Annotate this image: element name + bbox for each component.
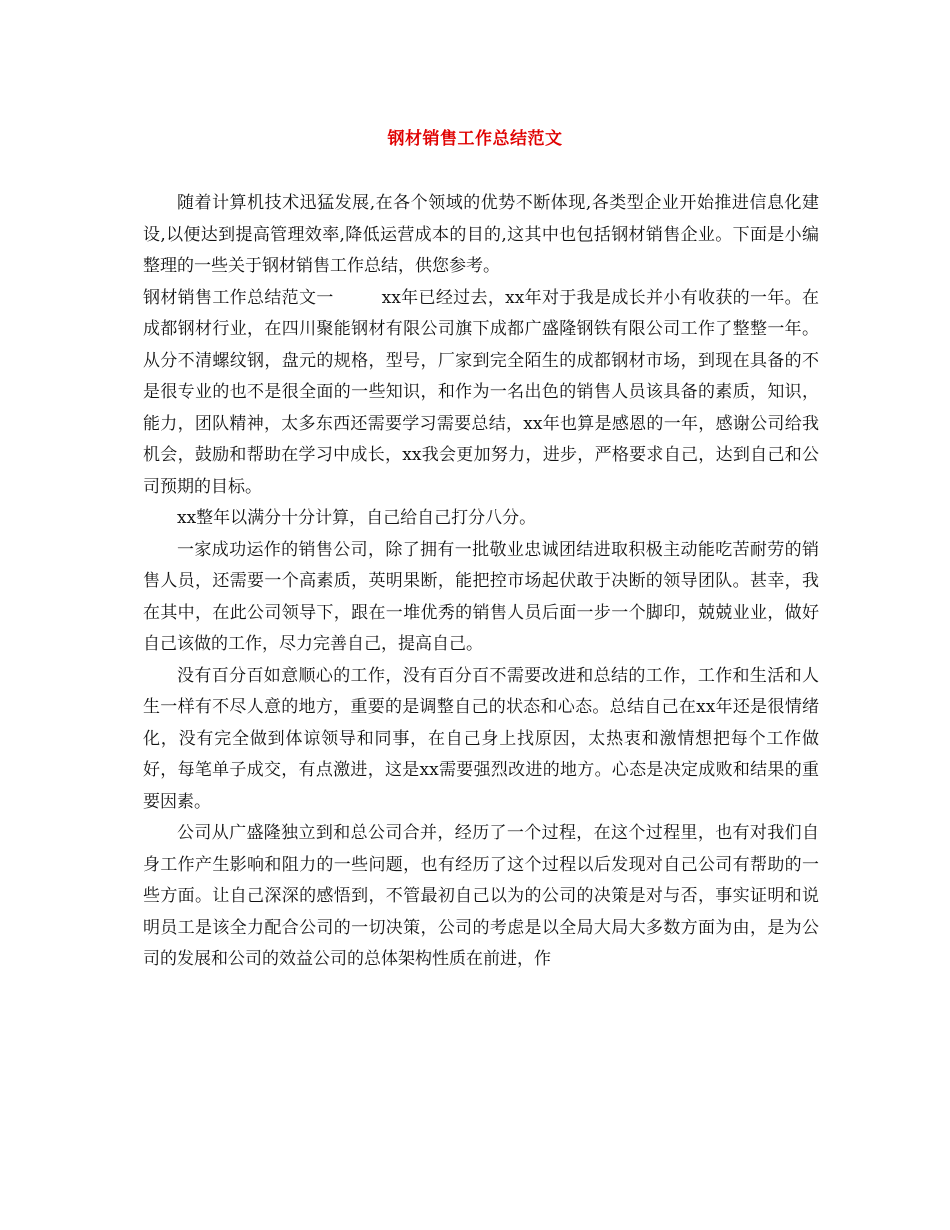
team-paragraph: 一家成功运作的销售公司，除了拥有一批敬业忠诚团结进取积极主动能吃苦耐劳的销售人员，还需要一个高素质，英明果断，能把控市场起伏敢于决断的领导团队。甚幸，我在其中，在此公司领导下，跟在一堆优秀的销售人员后面一步一个脚印，兢兢业业，做好自己该做的工作，尽力完善自己，提高自己。 bbox=[143, 539, 819, 654]
section-one-text: xx年已经过去，xx年对于我是成长并小有收获的一年。在成都钢材行业，在四川聚能钢材有限公司旗下成都广盛隆钢铁有限公司工作了整整一年。从分不清螺纹钢，盘元的规格，型号，厂家到完全陌生的成都钢材市场，到现在具备的不是很专业的也不是很全面的一些知识，和作为一名出色的销售人员该具备的素质，知识，能力，团队精神，太多东西还需要学习需要总结，xx年也算是感恩的一年，感谢公司给我机会，鼓励和帮助在学习中成长，xx我会更加努力，进步，严格要求自己，达到自己和公司预期的目标。 bbox=[143, 287, 820, 497]
section-heading: 钢材销售工作总结范文一 bbox=[143, 287, 334, 308]
reflection-paragraph: 没有百分百如意顺心的工作，没有百分百不需要改进和总结的工作，工作和生活和人生一样有不尽人意的地方，重要的是调整自己的状态和心态。总结自己在xx年还是很情绪化，没有完全做到体谅领导和同事，在自己身上找原因，太热衷和激情想把每个工作做好，每笔单子成交，有点激进，这是xx需要强烈改进的地方。心态是决定成败和结果的重要因素。 bbox=[143, 665, 819, 812]
document-title: 钢材销售工作总结范文 bbox=[387, 129, 563, 149]
section-one-paragraph bbox=[143, 283, 819, 504]
document-body bbox=[143, 188, 819, 976]
merger-paragraph: 公司从广盛隆独立到和总公司合并，经历了一个过程，在这个过程里，也有对我们自身工作产生影响和阻力的一些问题，也有经历了这个过程以后发现对自己公司有帮助的一些方面。让自己深深的感悟到，不管最初自己以为的公司的决策是对与否，事实证明和说明员工是该全力配合公司的一切决策，公司的考虑是以全局大局大多数方面为由，是为公司的发展和公司的效益公司的总体架构性质在前进，作 bbox=[143, 823, 819, 969]
score-paragraph: xx整年以满分十分计算，自己给自己打分八分。 bbox=[177, 508, 537, 528]
intro-paragraph: 随着计算机技术迅猛发展,在各个领域的优势不断体现,各类型企业开始推进信息化建设,以便达到提高管理效率,降低运营成本的目的,这其中也包括钢材销售企业。下面是小编整理的一些关于钢材销售工作总结，供您参考。 bbox=[143, 193, 819, 276]
